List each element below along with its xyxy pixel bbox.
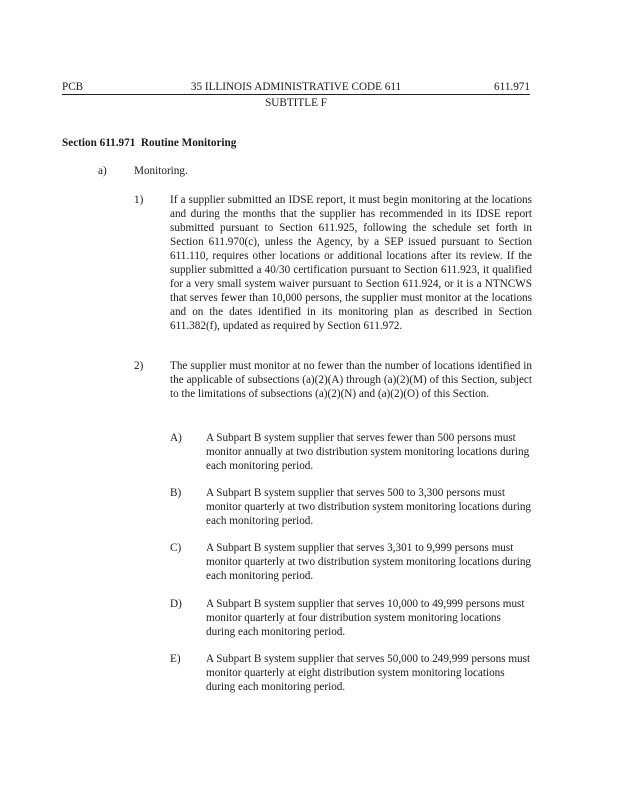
header-subtitle: SUBTITLE F [265, 97, 327, 109]
section-heading: Section 611.971 Routine Monitoring [62, 137, 237, 149]
header-rule [62, 94, 530, 95]
item-2-label: 2) [134, 360, 144, 372]
sub-item-e-label: E) [170, 653, 181, 665]
sub-item-e-paragraph: A Subpart B system supplier that serves 50,000 to 249,999 persons must monitor quarterly at eight distribution system monitoring locations during each monitoring period. [206, 653, 531, 693]
sub-item-c-paragraph: A Subpart B system supplier that serves 3,301 to 9,999 persons must monitor quarterly at two distribution system monitoring locations during each monitoring period. [206, 542, 532, 582]
sub-item-c-label: C) [170, 542, 182, 554]
page-header [62, 80, 530, 110]
sub-item-a-paragraph: A Subpart B system supplier that serves fewer than 500 persons must monitor annually at two distribution system monitoring locations during each monitoring period. [206, 432, 530, 472]
sub-item-a-label: A) [170, 432, 182, 444]
item-2-paragraph: The supplier must monitor at no fewer than the number of locations identified in the applicable of subsections (a)(2)(A) through (a)(2)(M) of this Section, subject to the limitations of subsections (a)(2)(N) and (a)(2)(O) of this Section. [170, 360, 532, 400]
subsection-a-label: a) [98, 165, 107, 177]
item-1-paragraph: If a supplier submitted an IDSE report, it must begin monitoring at the locations and during the months that the supplier has recommended in its IDSE report submitted pursuant to Section 611.925, following the schedule set forth in Section 611.970(c), unless the Agency, by a SEP issued pursuant to Section 611.110, requires other locations or additional locations after its review. If the supplier submitted a 40/30 certification pursuant to Section 611.923, it qualified for a very small system waiver pursuant to Section 611.924, or it is a NTNCWS that serves fewer than 10,000 persons, the supplier must monitor at the locations and on the dates identified in its monitoring plan as described in Section 611.382(f), updated as required by Section 611.972. [170, 194, 532, 332]
header-section-number: 611.971 [494, 81, 530, 93]
sub-item-b-paragraph: A Subpart B system supplier that serves 500 to 3,300 persons must monitor quarterly at two distribution system monitoring locations during each monitoring period. [206, 487, 532, 527]
header-agency: PCB [62, 81, 84, 93]
sub-item-d-label: D) [170, 598, 182, 610]
header-code-title: 35 ILLINOIS ADMINISTRATIVE CODE 611 [190, 81, 402, 93]
sub-item-b-label: B) [170, 487, 182, 499]
subsection-a-text: Monitoring. [134, 165, 188, 177]
sub-item-d-paragraph: A Subpart B system supplier that serves 10,000 to 49,999 persons must monitor quarterly at four distribution system monitoring locations during each monitoring period. [206, 598, 525, 638]
item-1-label: 1) [134, 194, 144, 206]
